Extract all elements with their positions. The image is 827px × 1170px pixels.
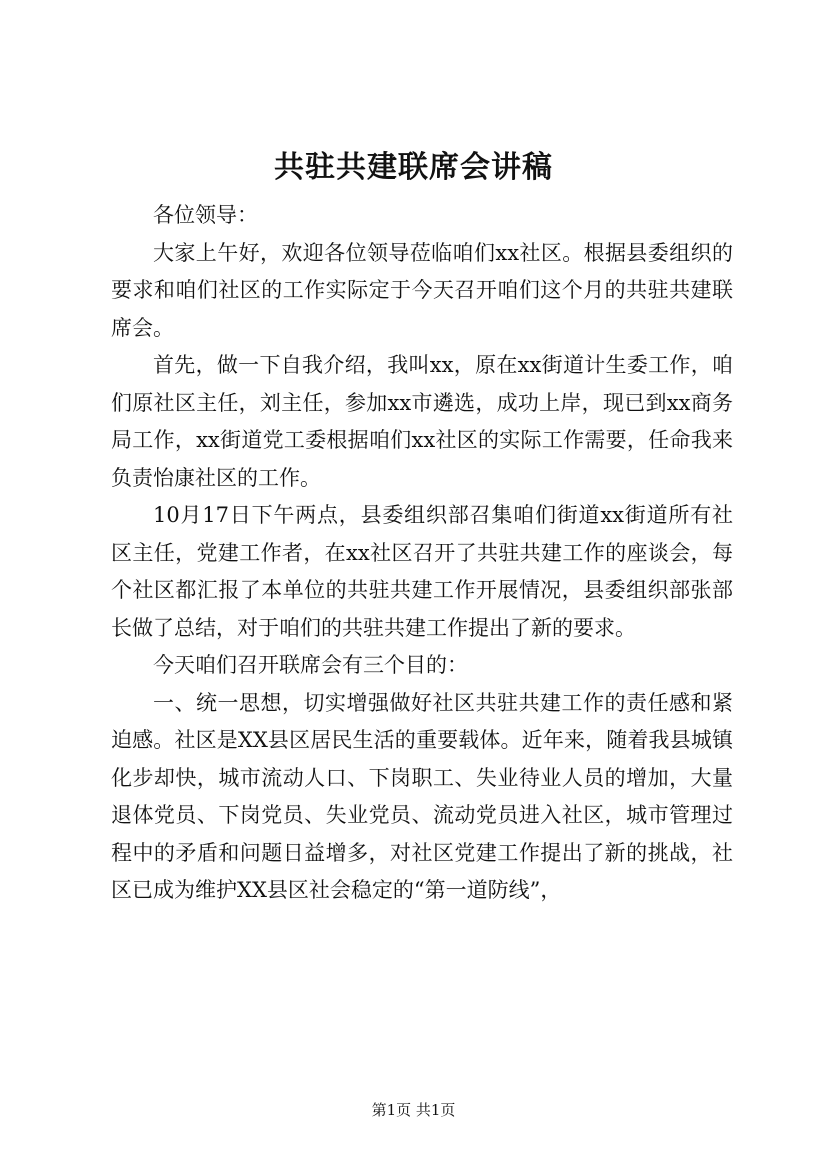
paragraph-salutation: 各位领导： (153, 203, 258, 227)
paragraph-purpose-one: 一、统一思想，切实增强做好社区共驻共建工作的责任感和紧迫感。社区是XX县区居民生活的重要载体。近年来，随着我县城镇化步却快，城市流动人口、下岗职工、失业待业人员的增加，大量退体党员、下岗党员、失业党员、流动党员进入社区，城市管理过程中的矛盾和问题日益增多，对社区党建工作提出了新的挑战，社区已成为维护XX县区社会稳定的“第一道防线”， (111, 690, 733, 902)
paragraph-greeting: 大家上午好，欢迎各位领导莅临咱们xx社区。根据县委组织的要求和咱们社区的工作实际定于今天召开咱们这个月的共驻共建联席会。 (111, 240, 733, 340)
paragraph-meeting-background: 10月17日下午两点，县委组织部召集咱们街道xx街道所有社区主任，党建工作者，在xx社区召开了共驻共建工作的座谈会，每个社区都汇报了本单位的共驻共建工作开展情况，县委组织部张部长做了总结，对于咱们的共驻共建工作提出了新的要求。 (111, 503, 733, 640)
document-body (111, 197, 733, 910)
document-title: 共驻共建联席会讲稿 (274, 150, 553, 185)
paragraph-introduction: 首先，做一下自我介绍，我叫xx，原在xx街道计生委工作，咱们原社区主任，刘主任，参加xx市遴选，成功上岸，现已到xx商务局工作，xx街道党工委根据咱们xx社区的实际工作需要，任命我来负责怡康社区的工作。 (111, 353, 733, 490)
page-footer: 第1页 共1页 (371, 1101, 456, 1119)
paragraph-purposes-intro: 今天咱们召开联席会有三个目的： (153, 653, 468, 677)
